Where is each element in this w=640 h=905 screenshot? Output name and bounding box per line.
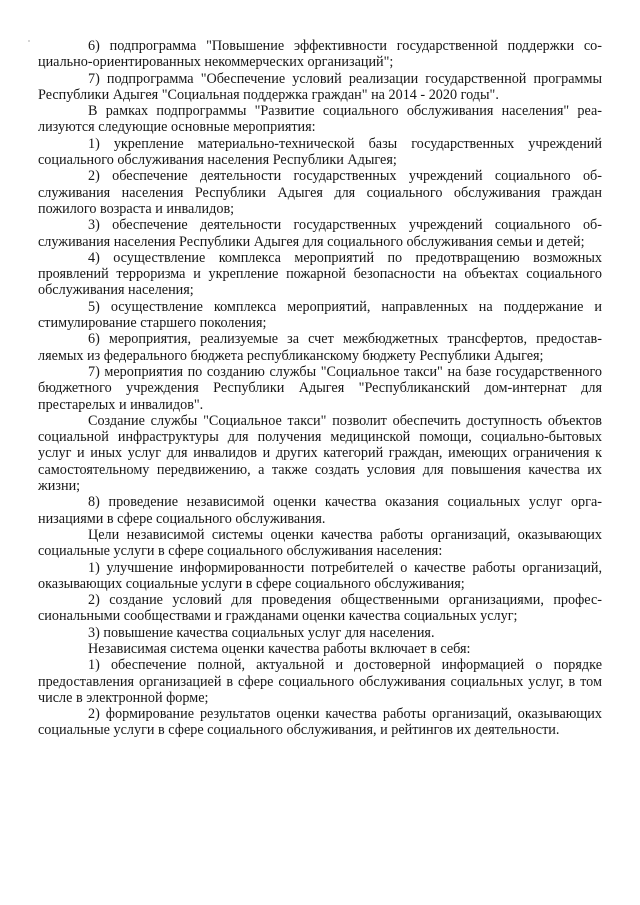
paragraph-goal-1: 1) улучшение информированности потребителей о качестве работы организаций, оказывающих социальные услуги в сфере социального обслуживания; <box>38 559 602 592</box>
paragraph-goals-intro: Цели независимой системы оценки качества работы организаций, оказывающих социальные услуги в сфере социального обслуживания населения: <box>38 526 602 560</box>
paragraph-system-includes: Независимая система оценки качества работы включает в себя: <box>88 640 471 657</box>
paragraph-goal-2: 2) создание условий для проведения общественными организациями, профессиональными сообществами и гражданами оценки качества социальных услуг; <box>38 592 602 625</box>
paragraph-activity-8: 8) проведение независимой оценки качества оказания социальных услуг организациями в сфере социального обслуживания. <box>38 494 602 527</box>
document-body <box>38 38 602 739</box>
paragraph-includes-1: 1) обеспечение полной, актуальной и достоверной информацией о порядке предоставления организацией в сфере социального обслуживания социальных услуг, в том числе в электронной форме; <box>38 657 602 706</box>
paragraph-activity-6: 6) мероприятия, реализуемые за счет межбюджетных трансфертов, предоставляемых из федерального бюджета республиканскому бюджету Республики Адыгея; <box>38 331 602 364</box>
paragraph-activity-3: 3) обеспечение деятельности государственных учреждений социального обслуживания населения Республики Адыгея для социального обслуживания семьи и детей; <box>38 217 602 250</box>
paragraph-includes-2: 2) формирование результатов оценки качества работы организаций, оказывающих социальные услуги в сфере социального обслуживания, и рейтингов их деятельности. <box>38 706 602 739</box>
scan-speck <box>28 40 30 42</box>
paragraph-activities-intro: В рамках подпрограммы "Развитие социального обслуживания населения" реализуются следующие основные мероприятия: <box>38 103 602 136</box>
paragraph-activity-1: 1) укрепление материально-технической базы государственных учреждений социального обслуживания населения Республики Адыгея; <box>38 135 602 169</box>
paragraph-activity-2: 2) обеспечение деятельности государственных учреждений социального обслуживания населения Республики Адыгея для социального обслуживания граждан пожилого возраста и инвалидов; <box>38 168 602 217</box>
paragraph-activity-4: 4) осуществление комплекса мероприятий по предотвращению возможных проявлений терроризма и укрепление пожарной безопасности на объектах социального обслуживания населения; <box>38 249 602 299</box>
paragraph-subprogram-6: 6) подпрограмма "Повышение эффективности государственной поддержки социально-ориентированных некоммерческих организаций"; <box>38 38 602 71</box>
paragraph-social-taxi: Создание службы "Социальное такси" позволит обеспечить доступность объектов социальной инфраструктуры для получения медицинской помощи, социально-бытовых услуг и иных услуг для инвалидов и других категорий граждан, имеющих ограничения к самостоятельному передвижению, а также создать условия для повышения качества их жизни; <box>38 412 602 495</box>
paragraph-subprogram-7: 7) подпрограмма "Обеспечение условий реализации государственной программы Республики Адыгея "Социальная поддержка граждан" на 2014 - 2020 годы". <box>38 70 602 103</box>
paragraph-activity-5: 5) осуществление комплекса мероприятий, направленных на поддержание и стимулирование старшего поколения; <box>38 298 602 332</box>
paragraph-goal-3: 3) повышение качества социальных услуг для населения. <box>88 624 435 641</box>
paragraph-activity-7: 7) мероприятия по созданию службы "Социальное такси" на базе государственного бюджетного учреждения Республики Адыгея "Республиканский дом-интернат для престарелых и инвалидов". <box>38 363 602 413</box>
